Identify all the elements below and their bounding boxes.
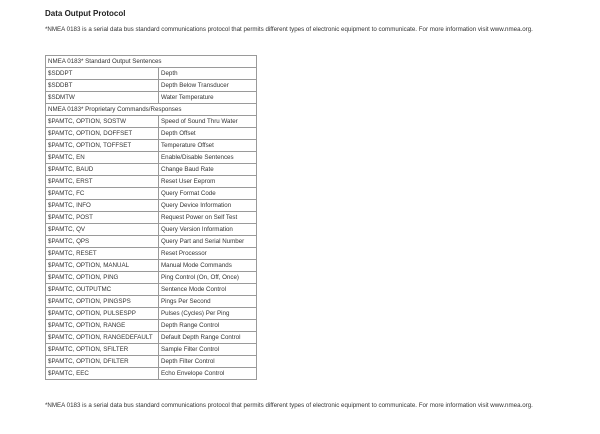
sentence-code-cell: $PAMTC, BAUD [46, 164, 159, 176]
sentence-description-cell: Default Depth Range Control [159, 332, 257, 344]
table-row [46, 356, 257, 368]
table-row [46, 284, 257, 296]
sentence-description-cell: Query Device Information [159, 200, 257, 212]
sentence-description-cell: Query Part and Serial Number [159, 236, 257, 248]
sentence-code-cell: $PAMTC, POST [46, 212, 159, 224]
sentence-description-cell: Sample Filter Control [159, 344, 257, 356]
section-header: NMEA 0183* Proprietary Commands/Responses [46, 104, 257, 116]
table-row [46, 68, 257, 80]
sentence-code-cell: $PAMTC, EN [46, 152, 159, 164]
table-row [46, 212, 257, 224]
sentence-description-cell: Pings Per Second [159, 296, 257, 308]
table-row [46, 320, 257, 332]
table-row [46, 236, 257, 248]
table-row [46, 92, 257, 104]
intro-paragraph: *NMEA 0183 is a serial data bus standard communications protocol that permits different types of electronic equipment to communicate. For more information visit www.nmea.org. [45, 26, 533, 33]
table-row [46, 308, 257, 320]
sentence-code-cell: $PAMTC, OPTION, RANGE [46, 320, 159, 332]
table-row [46, 248, 257, 260]
table-row [46, 152, 257, 164]
section-header: NMEA 0183* Standard Output Sentences [46, 56, 257, 68]
sentence-code-cell: $PAMTC, OPTION, PINGSPS [46, 296, 159, 308]
table-row [46, 116, 257, 128]
sentence-description-cell: Water Temperature [159, 92, 257, 104]
sentence-code-cell: $PAMTC, OPTION, RANGEDEFAULT [46, 332, 159, 344]
table-row [46, 164, 257, 176]
sentence-code-cell: $PAMTC, RESET [46, 248, 159, 260]
sentence-code-cell: $PAMTC, OPTION, DFILTER [46, 356, 159, 368]
sentence-code-cell: $PAMTC, OPTION, MANUAL [46, 260, 159, 272]
page-title: Data Output Protocol [45, 9, 126, 18]
sentence-description-cell: Request Power on Self Test [159, 212, 257, 224]
sentence-code-cell: $SDDPT [46, 68, 159, 80]
table-row [46, 368, 257, 380]
sentence-description-cell: Manual Mode Commands [159, 260, 257, 272]
footnote-paragraph: *NMEA 0183 is a serial data bus standard communications protocol that permits different types of electronic equipment to communicate. For more information visit www.nmea.org. [45, 402, 533, 409]
sentence-code-cell: $PAMTC, OPTION, PULSESPP [46, 308, 159, 320]
table-row [46, 80, 257, 92]
sentence-description-cell: Depth Range Control [159, 320, 257, 332]
sentence-description-cell: Change Baud Rate [159, 164, 257, 176]
sentence-code-cell: $SDDBT [46, 80, 159, 92]
sentence-code-cell: $PAMTC, FC [46, 188, 159, 200]
table-row [46, 176, 257, 188]
sentence-code-cell: $PAMTC, OUTPUTMC [46, 284, 159, 296]
sentence-code-cell: $PAMTC, OPTION, SFILTER [46, 344, 159, 356]
sentence-description-cell: Temperature Offset [159, 140, 257, 152]
sentence-description-cell: Query Format Code [159, 188, 257, 200]
sentence-description-cell: Depth Offset [159, 128, 257, 140]
nmea-sentences-table [45, 55, 257, 380]
sentence-description-cell: Speed of Sound Thru Water [159, 116, 257, 128]
table-row [46, 224, 257, 236]
section-header-row [46, 104, 257, 116]
sentence-code-cell: $PAMTC, INFO [46, 200, 159, 212]
table-row [46, 296, 257, 308]
table-row [46, 272, 257, 284]
table-row [46, 188, 257, 200]
sentence-code-cell: $PAMTC, OPTION, TOFFSET [46, 140, 159, 152]
table-row [46, 344, 257, 356]
sentence-code-cell: $PAMTC, QPS [46, 236, 159, 248]
sentence-description-cell: Reset Processor [159, 248, 257, 260]
sentence-description-cell: Pulses (Cycles) Per Ping [159, 308, 257, 320]
sentence-description-cell: Echo Envelope Control [159, 368, 257, 380]
table-row [46, 140, 257, 152]
sentence-code-cell: $PAMTC, OPTION, SOSTW [46, 116, 159, 128]
sentence-description-cell: Sentence Mode Control [159, 284, 257, 296]
sentence-description-cell: Query Version Information [159, 224, 257, 236]
sentence-description-cell: Depth Filter Control [159, 356, 257, 368]
section-header-row [46, 56, 257, 68]
table-row [46, 332, 257, 344]
table-body [46, 56, 257, 380]
sentence-code-cell: $PAMTC, OPTION, PING [46, 272, 159, 284]
sentence-code-cell: $PAMTC, EEC [46, 368, 159, 380]
sentence-code-cell: $SDMTW [46, 92, 159, 104]
sentence-description-cell: Depth [159, 68, 257, 80]
sentence-description-cell: Enable/Disable Sentences [159, 152, 257, 164]
table-row [46, 200, 257, 212]
sentence-code-cell: $PAMTC, QV [46, 224, 159, 236]
sentence-code-cell: $PAMTC, ERST [46, 176, 159, 188]
sentence-description-cell: Ping Control (On, Off, Once) [159, 272, 257, 284]
sentence-description-cell: Depth Below Transducer [159, 80, 257, 92]
table-row [46, 260, 257, 272]
table-row [46, 128, 257, 140]
sentence-code-cell: $PAMTC, OPTION, DOFFSET [46, 128, 159, 140]
sentence-description-cell: Reset User Eeprom [159, 176, 257, 188]
